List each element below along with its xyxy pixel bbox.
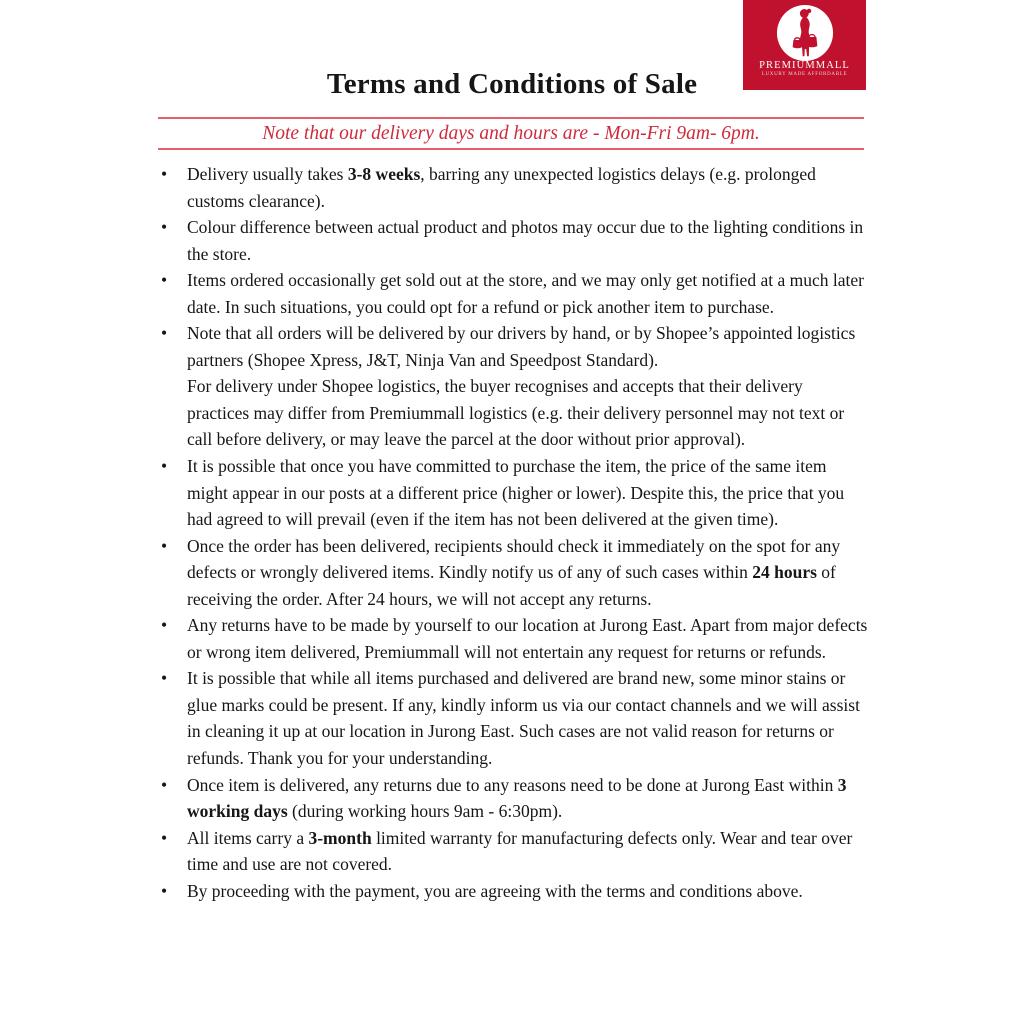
notice-rule-bottom <box>158 148 864 150</box>
term-item <box>158 878 868 905</box>
term-text: Once item is delivered, any returns due to any reasons need to be done at Jurong East within 3 working days (during working hours 9am - 6:30pm). <box>187 774 847 822</box>
bullet-marker: • <box>161 456 168 477</box>
term-item <box>158 320 868 453</box>
term-text: Any returns have to be made by yourself to our location at Jurong East. Apart from major defects or wrong item delivered, Premiummall will not entertain any request for returns or refunds. <box>187 615 868 662</box>
term-item <box>158 214 868 267</box>
woman-shopper-icon <box>776 4 834 62</box>
delivery-notice: Note that our delivery days and hours are - Mon-Fri 9am- 6pm. <box>262 123 760 144</box>
term-text: By proceeding with the payment, you are agreeing with the terms and conditions above. <box>187 880 803 901</box>
term-text: Note that all orders will be delivered by our drivers by hand, or by Shopee’s appointed logistics partners (Shopee Xpress, J&T, Ninja Van and Speedpost Standard). For delivery under Shopee logistics, the buyer recognises and accepts that their delivery practices may differ from Premiummall logistics (e.g. their delivery personnel may not text or call before delivery, or may leave the parcel at the door without prior approval). <box>187 323 856 450</box>
bullet-marker: • <box>161 323 168 344</box>
bullet-marker: • <box>161 270 168 291</box>
bullet-marker: • <box>161 827 168 848</box>
bullet-marker: • <box>161 774 168 795</box>
premiummall-logo <box>743 0 866 90</box>
term-item <box>158 161 868 214</box>
term-item <box>158 772 868 825</box>
logo-name: PREMIUMMALL <box>759 60 850 71</box>
term-text: Colour difference between actual product and photos may occur due to the lighting conditions in the store. <box>187 217 864 264</box>
bullet-marker: • <box>161 535 168 556</box>
logo-circle <box>776 4 834 62</box>
terms-list <box>158 161 868 904</box>
bullet-marker: • <box>161 668 168 689</box>
term-item <box>158 267 868 320</box>
notice-rule-top <box>158 117 864 119</box>
term-text: Once the order has been delivered, recipients should check it immediately on the spot for any defects or wrongly delivered items. Kindly notify us of any of such cases within 24 hours of receiving the order. After 24 hours, we will not accept any returns. <box>187 535 841 609</box>
term-item <box>158 612 868 665</box>
term-text: It is possible that once you have committed to purchase the item, the price of the same item might appear in our posts at a different price (higher or lower). Despite this, the price that you had agreed to will prevail (even if the item has not been delivered at the given time). <box>187 456 845 530</box>
term-item <box>158 533 868 613</box>
bullet-marker: • <box>161 164 168 184</box>
term-text: It is possible that while all items purchased and delivered are brand new, some minor stains or glue marks could be present. If any, kindly inform us via our contact channels and we will assist in cleaning it up at our location in Jurong East. Such cases are not valid reason for returns or refunds. Thank you for your understanding. <box>187 668 860 769</box>
term-item <box>158 453 868 533</box>
bullet-marker: • <box>161 615 168 636</box>
logo-tagline: LUXURY MADE AFFORDABLE <box>761 72 848 77</box>
bullet-marker: • <box>161 880 168 901</box>
bullet-marker: • <box>161 217 168 238</box>
page-title: Terms and Conditions of Sale <box>326 68 698 100</box>
term-text: Items ordered occasionally get sold out at the store, and we may only get notified at a much later date. In such situations, you could opt for a refund or pick another item to purchase. <box>187 270 864 317</box>
term-text: All items carry a 3-month limited warranty for manufacturing defects only. Wear and tear over time and use are not covered. <box>187 827 853 875</box>
term-text: Delivery usually takes 3-8 weeks, barring any unexpected logistics delays (e.g. prolonged customs clearance). <box>187 164 816 211</box>
term-item <box>158 665 868 771</box>
term-item <box>158 825 868 878</box>
